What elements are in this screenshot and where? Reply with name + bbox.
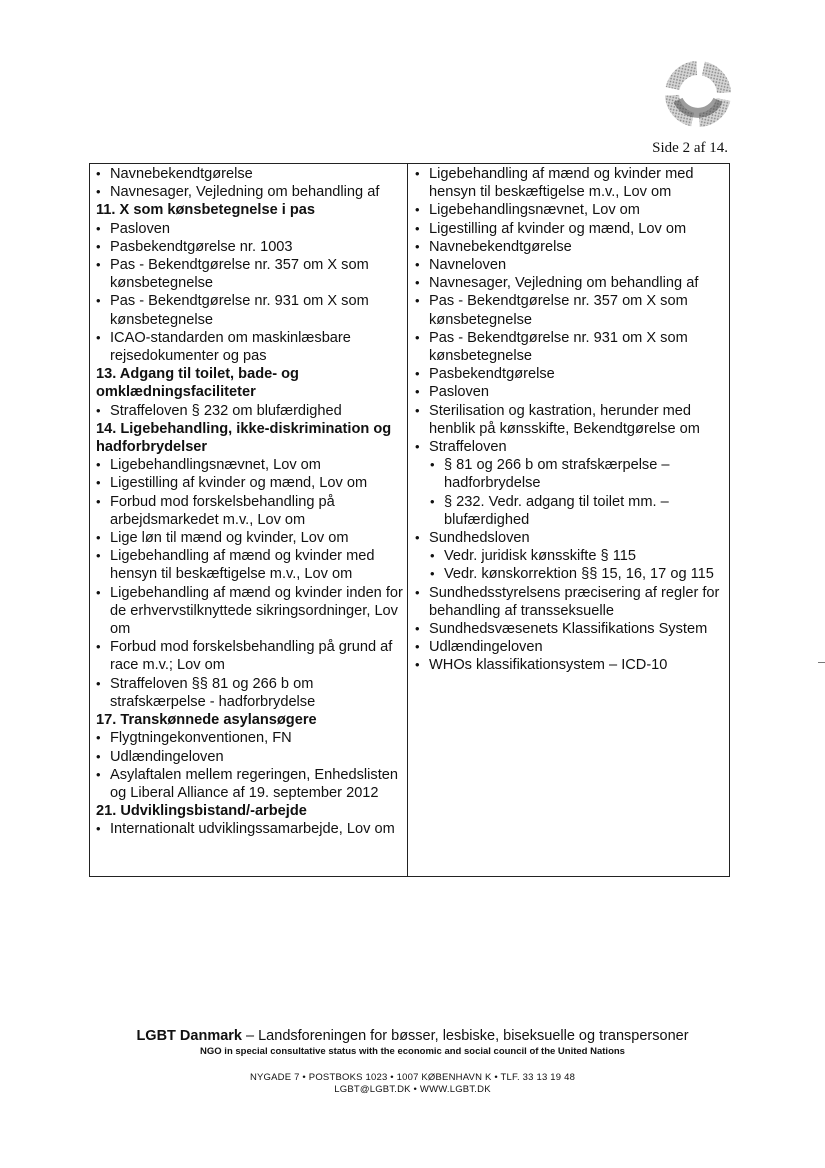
sub-list (429, 547, 725, 583)
list-item-text: Navneloven (429, 257, 507, 274)
list-item-text: Sundhedsvæsenets Klassifikations System (429, 621, 708, 638)
list-item-text: 21. Udviklingsbistand/-arbejde (96, 803, 307, 820)
list-item-text: Straffeloven (429, 439, 507, 456)
list-item (414, 438, 725, 529)
list-item (95, 456, 403, 474)
section-heading (95, 420, 403, 456)
footer-contact: LGBT@LGBT.DK • WWW.LGBT.DK (334, 1084, 491, 1095)
list-item-text: 17. Transkønnede asylansøgere (96, 712, 317, 729)
list-item-text: Ligestilling af kvinder og mænd, Lov om (110, 475, 368, 492)
list-item (95, 474, 403, 492)
list-item-text: Pasloven (110, 220, 171, 237)
footer-org-tagline: – Landsforeningen for bøsser, lesbiske, biseksuelle og transpersoner (242, 1028, 689, 1044)
list-item-text: Asylaftalen mellem regeringen, Enhedslisten og Liberal Alliance af 19. september 2012 (110, 766, 398, 801)
sub-list-item: • § 232. Vedr. adgang til toilet mm. – blufærdighed (429, 493, 725, 529)
list-item (414, 274, 725, 292)
list-item-text: Pasloven (429, 384, 490, 401)
list-item (95, 238, 403, 256)
list-item (414, 201, 725, 219)
list-item-text: 14. Ligebehandling, ikke-diskrimination og hadforbrydelser (96, 420, 392, 456)
list-item-text: Ligebehandling af mænd og kvinder med hensyn til beskæftigelse m.v., Lov om (429, 166, 694, 201)
list-item-text: Ligebehandlingsnævnet, Lov om (110, 457, 321, 474)
list-item-text: Lige løn til mænd og kvinder, Lov om (110, 530, 349, 547)
list-item (414, 256, 725, 274)
list-item-text: Pas - Bekendtgørelse nr. 357 om X som kønsbetegnelse (110, 257, 369, 292)
list-item (414, 383, 725, 401)
list-item-text: Sundhedsstyrelsens præcisering af regler for behandling af transseksuelle (429, 584, 720, 619)
list-item-text: 11. X som kønsbetegnelse i pas (96, 202, 315, 219)
list-item (95, 547, 403, 583)
list-item-text: Pas - Bekendtgørelse nr. 357 om X som kønsbetegnelse (429, 293, 688, 328)
list-item-text: Sterilisation og kastration, herunder med henblik på kønsskifte, Bekendtgørelse om (429, 402, 700, 437)
list-item-text: Navnebekendtgørelse (110, 166, 253, 182)
list-item-text: Flygtningekonventionen, FN (110, 730, 292, 747)
list-item-text: Pasbekendtgørelse nr. 1003 (110, 238, 293, 255)
list-item (95, 748, 403, 766)
list-item-text: Navnesager, Vejledning om behandling af (429, 275, 699, 292)
list-item (414, 329, 725, 365)
list-item (95, 165, 403, 183)
list-item (414, 165, 725, 201)
page-number: Side 2 af 14. (652, 140, 728, 156)
list-item-text: Forbud mod forskelsbehandling på grund af race m.v.; Lov om (110, 639, 393, 674)
sub-list-item: • Vedr. kønskorrektion §§ 15, 16, 17 og 115 (429, 565, 725, 583)
section-heading (95, 802, 403, 820)
sub-list (429, 456, 725, 529)
list-item-text: Straffeloven § 232 om blufærdighed (110, 402, 342, 419)
list-item (95, 402, 403, 420)
footer-org-line (0, 1028, 825, 1044)
list-item-text: Navnebekendtgørelse (429, 238, 572, 255)
list-item-text: 13. Adgang til toilet, bade- og omklædningsfaciliteter (96, 366, 299, 401)
lgbt-logo-icon (664, 60, 732, 128)
list-item (95, 820, 403, 838)
list-item (95, 183, 403, 201)
list-item (95, 256, 403, 292)
scan-mark (818, 662, 825, 663)
list-item-text: Ligebehandling af mænd og kvinder inden for de erhvervstilknyttede sikringsordninger, Lov om (110, 584, 403, 638)
list-item-text: Navnesager, Vejledning om behandling af (110, 184, 380, 201)
list-item-text: Forbud mod forskelsbehandling på arbejdsmarkedet m.v., Lov om (110, 493, 335, 528)
list-item (95, 675, 403, 711)
list-item (95, 220, 403, 238)
right-column (408, 164, 729, 876)
right-list (414, 165, 725, 675)
sub-list-item: • § 81 og 266 b om strafskærpelse – hadforbrydelse (429, 456, 725, 492)
list-item (95, 584, 403, 639)
list-item-text: Ligebehandling af mænd og kvinder med hensyn til beskæftigelse m.v., Lov om (110, 548, 375, 583)
list-item (414, 529, 725, 584)
list-item (414, 292, 725, 328)
section-heading (95, 711, 403, 729)
left-list (95, 165, 403, 839)
list-item (414, 638, 725, 656)
list-item (95, 493, 403, 529)
list-item-text: WHOs klassifikationsystem – ICD-10 (429, 657, 668, 674)
list-item-text: Internationalt udviklingssamarbejde, Lov om (110, 821, 395, 838)
list-item (95, 292, 403, 328)
footer-ngo-status: NGO in special consultative status with the economic and social council of the United Nations (200, 1046, 625, 1057)
list-item (414, 620, 725, 638)
footer-org-name: LGBT Danmark (136, 1028, 242, 1044)
list-item (414, 220, 725, 238)
list-item-text: Ligebehandlingsnævnet, Lov om (429, 202, 640, 219)
list-item (414, 402, 725, 438)
list-item (95, 766, 403, 802)
list-item-text: Ligestilling af kvinder og mænd, Lov om (429, 220, 687, 237)
list-item-text: Pas - Bekendtgørelse nr. 931 om X som kønsbetegnelse (429, 329, 688, 365)
footer-address: NYGADE 7 • POSTBOKS 1023 • 1007 KØBENHAVN K • TLF. 33 13 19 48 (249, 1072, 576, 1083)
list-item (414, 656, 725, 674)
section-heading (95, 201, 403, 219)
law-reference-table (89, 163, 730, 877)
list-item (414, 238, 725, 256)
list-item (95, 329, 403, 365)
list-item (95, 638, 403, 674)
list-item (414, 365, 725, 383)
left-column (90, 164, 408, 876)
list-item (95, 529, 403, 547)
list-item-text: Udlændingeloven (429, 639, 543, 656)
sub-list-item: • Vedr. juridisk kønsskifte § 115 (429, 547, 725, 565)
list-item-text: ICAO-standarden om maskinlæsbare rejsedokumenter og pas (110, 329, 351, 365)
list-item-text: Sundhedsloven (429, 530, 530, 547)
section-heading (95, 365, 403, 401)
list-item (414, 584, 725, 620)
list-item-text: Udlændingeloven (110, 748, 224, 765)
list-item-text: Pas - Bekendtgørelse nr. 931 om X som kønsbetegnelse (110, 293, 369, 328)
list-item-text: Straffeloven §§ 81 og 266 b om strafskærpelse - hadforbrydelse (110, 675, 316, 710)
list-item (95, 729, 403, 747)
list-item-text: Pasbekendtgørelse (429, 366, 555, 383)
